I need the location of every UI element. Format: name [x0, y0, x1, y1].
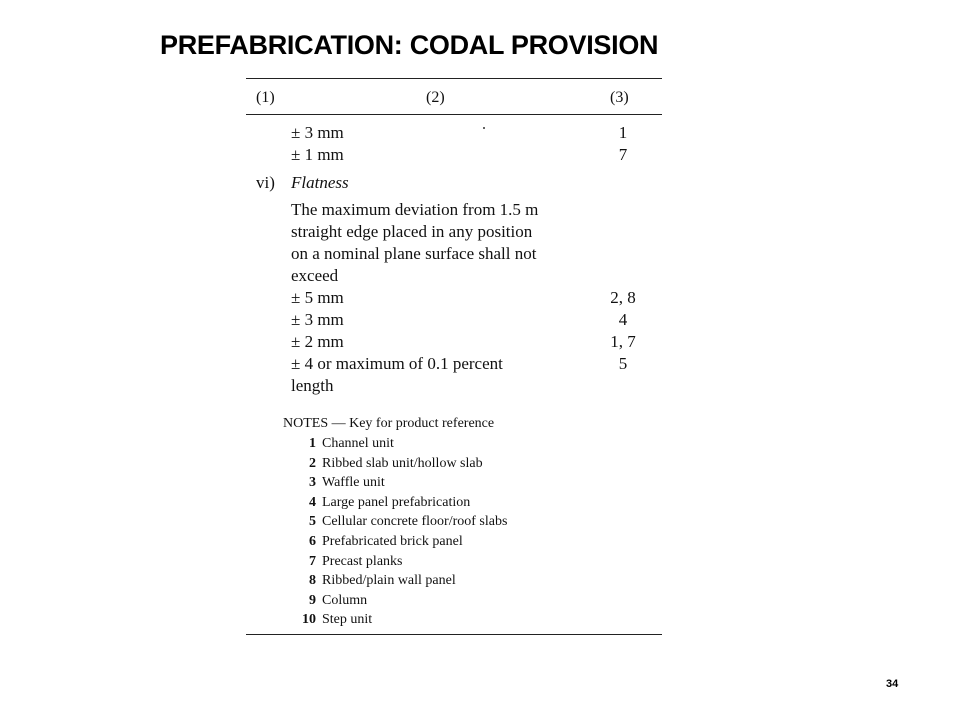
note-item	[246, 553, 662, 571]
table-row	[246, 309, 662, 331]
product-reference: 7	[618, 145, 628, 164]
note-item	[246, 592, 662, 610]
table-top-rule	[246, 78, 662, 79]
page-number: 34	[886, 678, 899, 690]
table-row	[246, 122, 662, 144]
note-number: 7	[309, 554, 316, 569]
note-number: 6	[309, 534, 316, 549]
note-number: 10	[302, 612, 316, 627]
note-item	[246, 533, 662, 551]
table-header-rule	[246, 114, 662, 115]
product-reference: 2, 8	[610, 288, 636, 307]
description-line: on a nominal plane surface shall not	[291, 244, 537, 263]
note-text: Cellular concrete floor/roof slabs	[322, 514, 508, 529]
note-text: Ribbed/plain wall panel	[322, 573, 456, 588]
product-reference: 1	[618, 123, 628, 142]
scan-dot	[483, 127, 485, 129]
note-item	[246, 474, 662, 492]
tolerance-value: length	[291, 376, 334, 395]
column-header-2: (2)	[426, 89, 445, 106]
description-line: exceed	[291, 266, 339, 285]
table-row	[246, 287, 662, 309]
note-item	[246, 572, 662, 590]
note-item	[246, 494, 662, 512]
note-number: 4	[309, 495, 316, 510]
section-number: vi)	[256, 173, 275, 192]
note-text: Step unit	[322, 612, 373, 627]
table-row	[246, 331, 662, 353]
note-number: 5	[309, 514, 316, 529]
section-title: Flatness	[291, 173, 349, 192]
tolerance-value: ± 2 mm	[291, 332, 344, 351]
note-text: Column	[322, 593, 368, 608]
note-text: Prefabricated brick panel	[322, 534, 463, 549]
column-header-1: (1)	[256, 89, 275, 106]
table-row	[246, 375, 662, 397]
note-item	[246, 513, 662, 531]
product-reference: 4	[618, 310, 628, 329]
note-item	[246, 611, 662, 629]
product-reference: 1, 7	[610, 332, 636, 351]
note-number: 3	[309, 475, 316, 490]
table-bottom-rule	[246, 634, 662, 635]
tolerance-value: ± 4 or maximum of 0.1 percent	[291, 354, 503, 373]
note-item	[246, 435, 662, 453]
notes-heading: NOTES — Key for product reference	[283, 416, 495, 431]
note-item	[246, 455, 662, 473]
note-text: Precast planks	[322, 554, 403, 569]
tolerance-value: ± 5 mm	[291, 288, 344, 307]
note-text: Large panel prefabrication	[322, 495, 471, 510]
slide-title: PREFABRICATION: CODAL PROVISION	[160, 30, 659, 60]
note-number: 9	[309, 593, 316, 608]
description-line: The maximum deviation from 1.5 m	[291, 200, 539, 219]
note-number: 8	[309, 573, 316, 588]
note-number: 1	[309, 436, 316, 451]
table-row	[246, 144, 662, 166]
tolerance-value: ± 3 mm	[291, 310, 344, 329]
tolerance-value: ± 3 mm	[291, 123, 344, 142]
codal-table	[246, 78, 662, 640]
note-text: Ribbed slab unit/hollow slab	[322, 456, 483, 471]
note-text: Channel unit	[322, 436, 394, 451]
tolerance-value: ± 1 mm	[291, 145, 344, 164]
description-line: straight edge placed in any position	[291, 222, 533, 241]
column-header-3: (3)	[610, 89, 629, 106]
note-text: Waffle unit	[322, 475, 385, 490]
section-heading-row	[246, 172, 662, 194]
table-row	[246, 353, 662, 375]
product-reference: 5	[618, 354, 628, 373]
note-number: 2	[309, 456, 316, 471]
